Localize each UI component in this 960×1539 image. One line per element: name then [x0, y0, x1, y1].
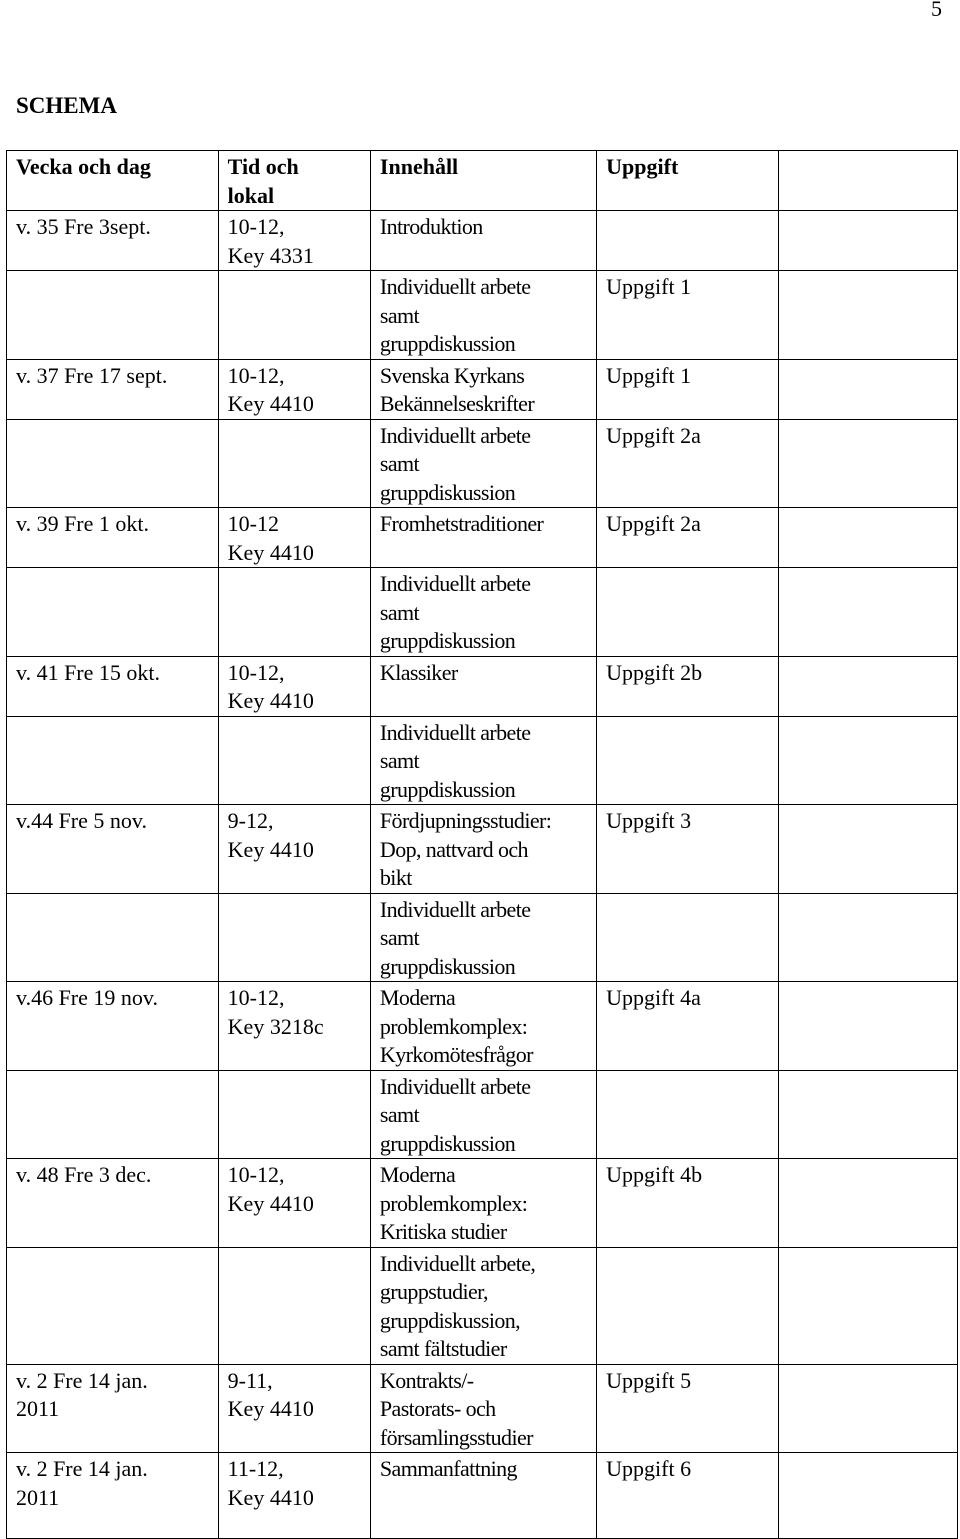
cell-task: Uppgift 1: [597, 271, 778, 360]
cell-task: Uppgift 3: [597, 805, 778, 894]
cell-extra: [778, 716, 957, 805]
table-row: [7, 271, 958, 360]
cell-task: Uppgift 1: [597, 359, 778, 419]
page-title: SCHEMA: [16, 93, 117, 118]
cell-content: Moderna problemkomplex: Kyrkomötesfrågor: [370, 982, 596, 1071]
cell-task: [597, 1070, 778, 1159]
cell-extra: [778, 656, 957, 716]
cell-time: 10-12 Key 4410: [218, 508, 370, 568]
cell-content: Individuellt arbete samt gruppdiskussion: [370, 271, 596, 360]
cell-task: Uppgift 2b: [597, 656, 778, 716]
cell-extra: [778, 271, 957, 360]
table-row: [7, 656, 958, 716]
cell-time: [218, 419, 370, 508]
cell-task: [597, 211, 778, 271]
cell-week: [7, 419, 219, 508]
cell-task: Uppgift 6: [597, 1453, 778, 1539]
cell-extra: [778, 893, 957, 982]
cell-extra: [778, 1364, 957, 1453]
cell-extra: [778, 1247, 957, 1364]
table-row: [7, 982, 958, 1071]
cell-content: Individuellt arbete samt gruppdiskussion: [370, 568, 596, 657]
table-row: [7, 508, 958, 568]
cell-time: 10-12, Key 4331: [218, 211, 370, 271]
table-row: [7, 359, 958, 419]
table-row: [7, 1453, 958, 1539]
table-row: [7, 419, 958, 508]
header-content: Innehåll: [370, 151, 596, 211]
table-header-row: [7, 151, 958, 211]
table-row: [7, 805, 958, 894]
cell-time: 10-12, Key 4410: [218, 1159, 370, 1248]
cell-task: [597, 1247, 778, 1364]
cell-task: [597, 716, 778, 805]
header-week: Vecka och dag: [7, 151, 219, 211]
cell-content: Fromhetstraditioner: [370, 508, 596, 568]
cell-time: [218, 1070, 370, 1159]
cell-time: 10-12, Key 4410: [218, 359, 370, 419]
cell-task: [597, 893, 778, 982]
table-row: [7, 716, 958, 805]
cell-task: Uppgift 2a: [597, 419, 778, 508]
header-time: Tid och lokal: [218, 151, 370, 211]
cell-week: v. 41 Fre 15 okt.: [7, 656, 219, 716]
cell-time: 9-11, Key 4410: [218, 1364, 370, 1453]
cell-task: Uppgift 4b: [597, 1159, 778, 1248]
cell-extra: [778, 1070, 957, 1159]
schedule-table: [6, 150, 958, 1539]
cell-time: 11-12, Key 4410: [218, 1453, 370, 1539]
cell-week: [7, 716, 219, 805]
cell-week: [7, 1247, 219, 1364]
cell-task: Uppgift 5: [597, 1364, 778, 1453]
cell-extra: [778, 359, 957, 419]
cell-week: v.46 Fre 19 nov.: [7, 982, 219, 1071]
cell-extra: [778, 508, 957, 568]
cell-week: v. 48 Fre 3 dec.: [7, 1159, 219, 1248]
table-row: [7, 1364, 958, 1453]
cell-content: Moderna problemkomplex: Kritiska studier: [370, 1159, 596, 1248]
cell-week: v. 2 Fre 14 jan. 2011: [7, 1364, 219, 1453]
cell-content: Individuellt arbete samt gruppdiskussion: [370, 1070, 596, 1159]
table-row: [7, 211, 958, 271]
cell-content: Individuellt arbete, gruppstudier, gruppdiskussion, samt fältstudier: [370, 1247, 596, 1364]
cell-extra: [778, 805, 957, 894]
cell-time: [218, 1247, 370, 1364]
table-row: [7, 568, 958, 657]
header-task: Uppgift: [597, 151, 778, 211]
cell-week: [7, 1070, 219, 1159]
cell-week: v. 2 Fre 14 jan. 2011: [7, 1453, 219, 1539]
cell-extra: [778, 1159, 957, 1248]
cell-content: Introduktion: [370, 211, 596, 271]
cell-time: [218, 568, 370, 657]
cell-time: [218, 893, 370, 982]
cell-extra: [778, 211, 957, 271]
cell-content: Fördjupningsstudier: Dop, nattvard och bikt: [370, 805, 596, 894]
cell-week: [7, 568, 219, 657]
cell-time: 9-12, Key 4410: [218, 805, 370, 894]
cell-content: Kontrakts/- Pastorats- och församlingsstudier: [370, 1364, 596, 1453]
cell-extra: [778, 982, 957, 1071]
cell-task: Uppgift 2a: [597, 508, 778, 568]
table-row: [7, 893, 958, 982]
cell-extra: [778, 568, 957, 657]
cell-extra: [778, 419, 957, 508]
cell-task: Uppgift 4a: [597, 982, 778, 1071]
cell-time: 10-12, Key 4410: [218, 656, 370, 716]
cell-extra: [778, 1453, 957, 1539]
cell-week: [7, 271, 219, 360]
cell-week: v. 39 Fre 1 okt.: [7, 508, 219, 568]
cell-time: 10-12, Key 3218c: [218, 982, 370, 1071]
cell-content: Individuellt arbete samt gruppdiskussion: [370, 893, 596, 982]
header-extra: [778, 151, 957, 211]
table-row: [7, 1159, 958, 1248]
cell-week: v. 35 Fre 3sept.: [7, 211, 219, 271]
cell-content: Individuellt arbete samt gruppdiskussion: [370, 716, 596, 805]
cell-content: Individuellt arbete samt gruppdiskussion: [370, 419, 596, 508]
cell-time: [218, 271, 370, 360]
table-row: [7, 1070, 958, 1159]
schedule-body: [7, 211, 958, 1539]
cell-week: v. 37 Fre 17 sept.: [7, 359, 219, 419]
table-row: [7, 1247, 958, 1364]
cell-content: Svenska Kyrkans Bekännelseskrifter: [370, 359, 596, 419]
cell-content: Klassiker: [370, 656, 596, 716]
cell-task: [597, 568, 778, 657]
cell-time: [218, 716, 370, 805]
page-number: 5: [931, 0, 942, 21]
cell-content: Sammanfattning: [370, 1453, 596, 1539]
cell-week: v.44 Fre 5 nov.: [7, 805, 219, 894]
cell-week: [7, 893, 219, 982]
